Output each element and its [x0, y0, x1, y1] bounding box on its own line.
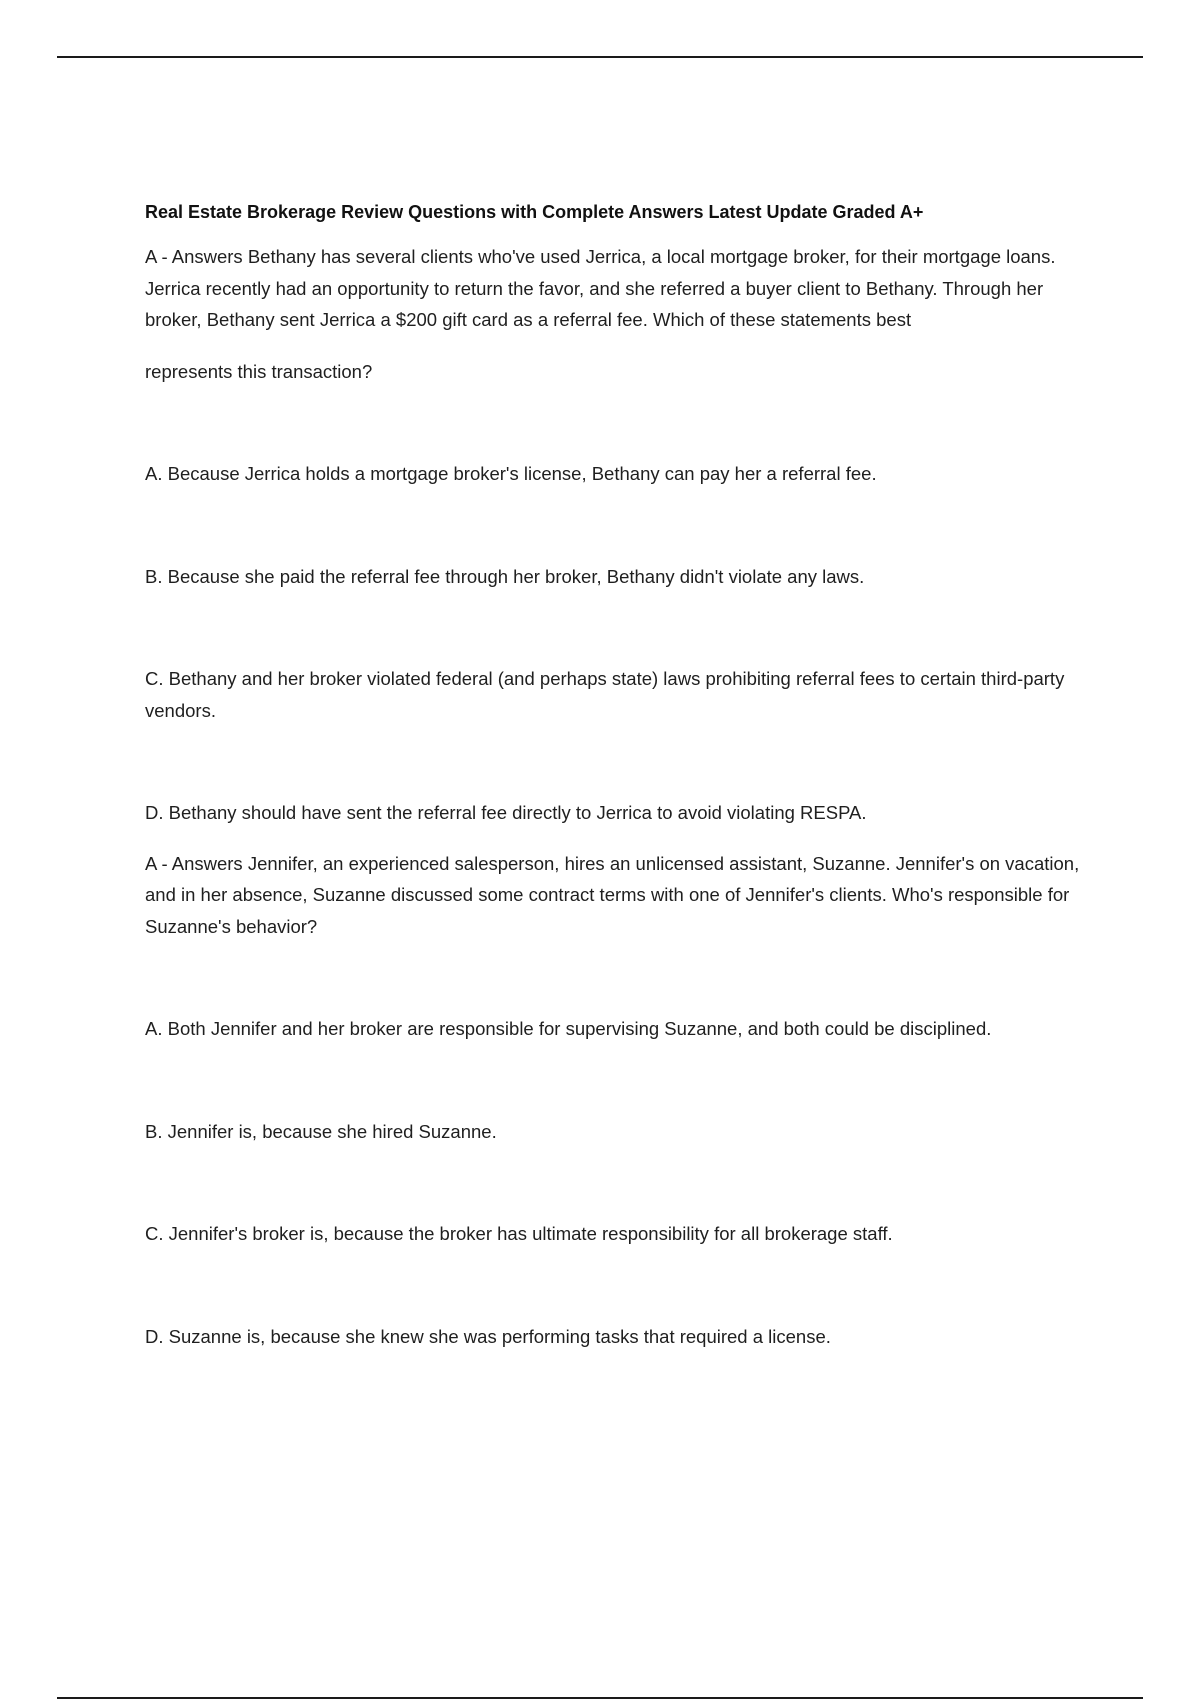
- top-rule: [57, 56, 1143, 58]
- question-text: A - Answers Bethany has several clients who've used Jerrica, a local mortgage broker, for their mortgage loans. Jerrica recently had an opportunity to return the favor, and she referred a buyer client to Bethany. Through her broker, Bethany sent Jerrica a $200 gift card as a referral fee. Which of these statements best: [145, 246, 1056, 330]
- question-text: A - Answers Jennifer, an experienced salesperson, hires an unlicensed assistant, Suzanne. Jennifer's on vacation, and in her absence, Suzanne discussed some contract terms with one of Jennifer's clients. Who's responsible for Suzanne's behavior?: [145, 852, 1080, 937]
- answer-option-d: D. Suzanne is, because she knew she was performing tasks that required a license.: [145, 1325, 831, 1347]
- answer-option-b: B. Because she paid the referral fee through her broker, Bethany didn't violate any laws.: [145, 565, 865, 587]
- answer-option-a: A. Because Jerrica holds a mortgage broker's license, Bethany can pay her a referral fee.: [145, 463, 877, 484]
- answer-option-c: C. Jennifer's broker is, because the broker has ultimate responsibility for all brokerage staff.: [145, 1223, 893, 1244]
- answer-option-d: D. Bethany should have sent the referral fee directly to Jerrica to avoid violating RESPA.: [145, 802, 867, 823]
- question-2: [145, 848, 1095, 1353]
- answer-option-b: B. Jennifer is, because she hired Suzanne.: [145, 1120, 497, 1142]
- answer-option-c: C. Bethany and her broker violated federal (and perhaps state) laws prohibiting referral fees to certain third-party vendors.: [145, 668, 1065, 721]
- question-text-continued: represents this transaction?: [145, 360, 373, 382]
- question-1: [145, 241, 1095, 829]
- document-body: [145, 196, 1095, 1423]
- document-title: Real Estate Brokerage Review Questions with Complete Answers Latest Update Graded A+: [145, 202, 924, 222]
- answer-option-a: A. Both Jennifer and her broker are responsible for supervising Suzanne, and both could be disciplined.: [145, 1018, 992, 1039]
- bottom-rule: [57, 1697, 1143, 1699]
